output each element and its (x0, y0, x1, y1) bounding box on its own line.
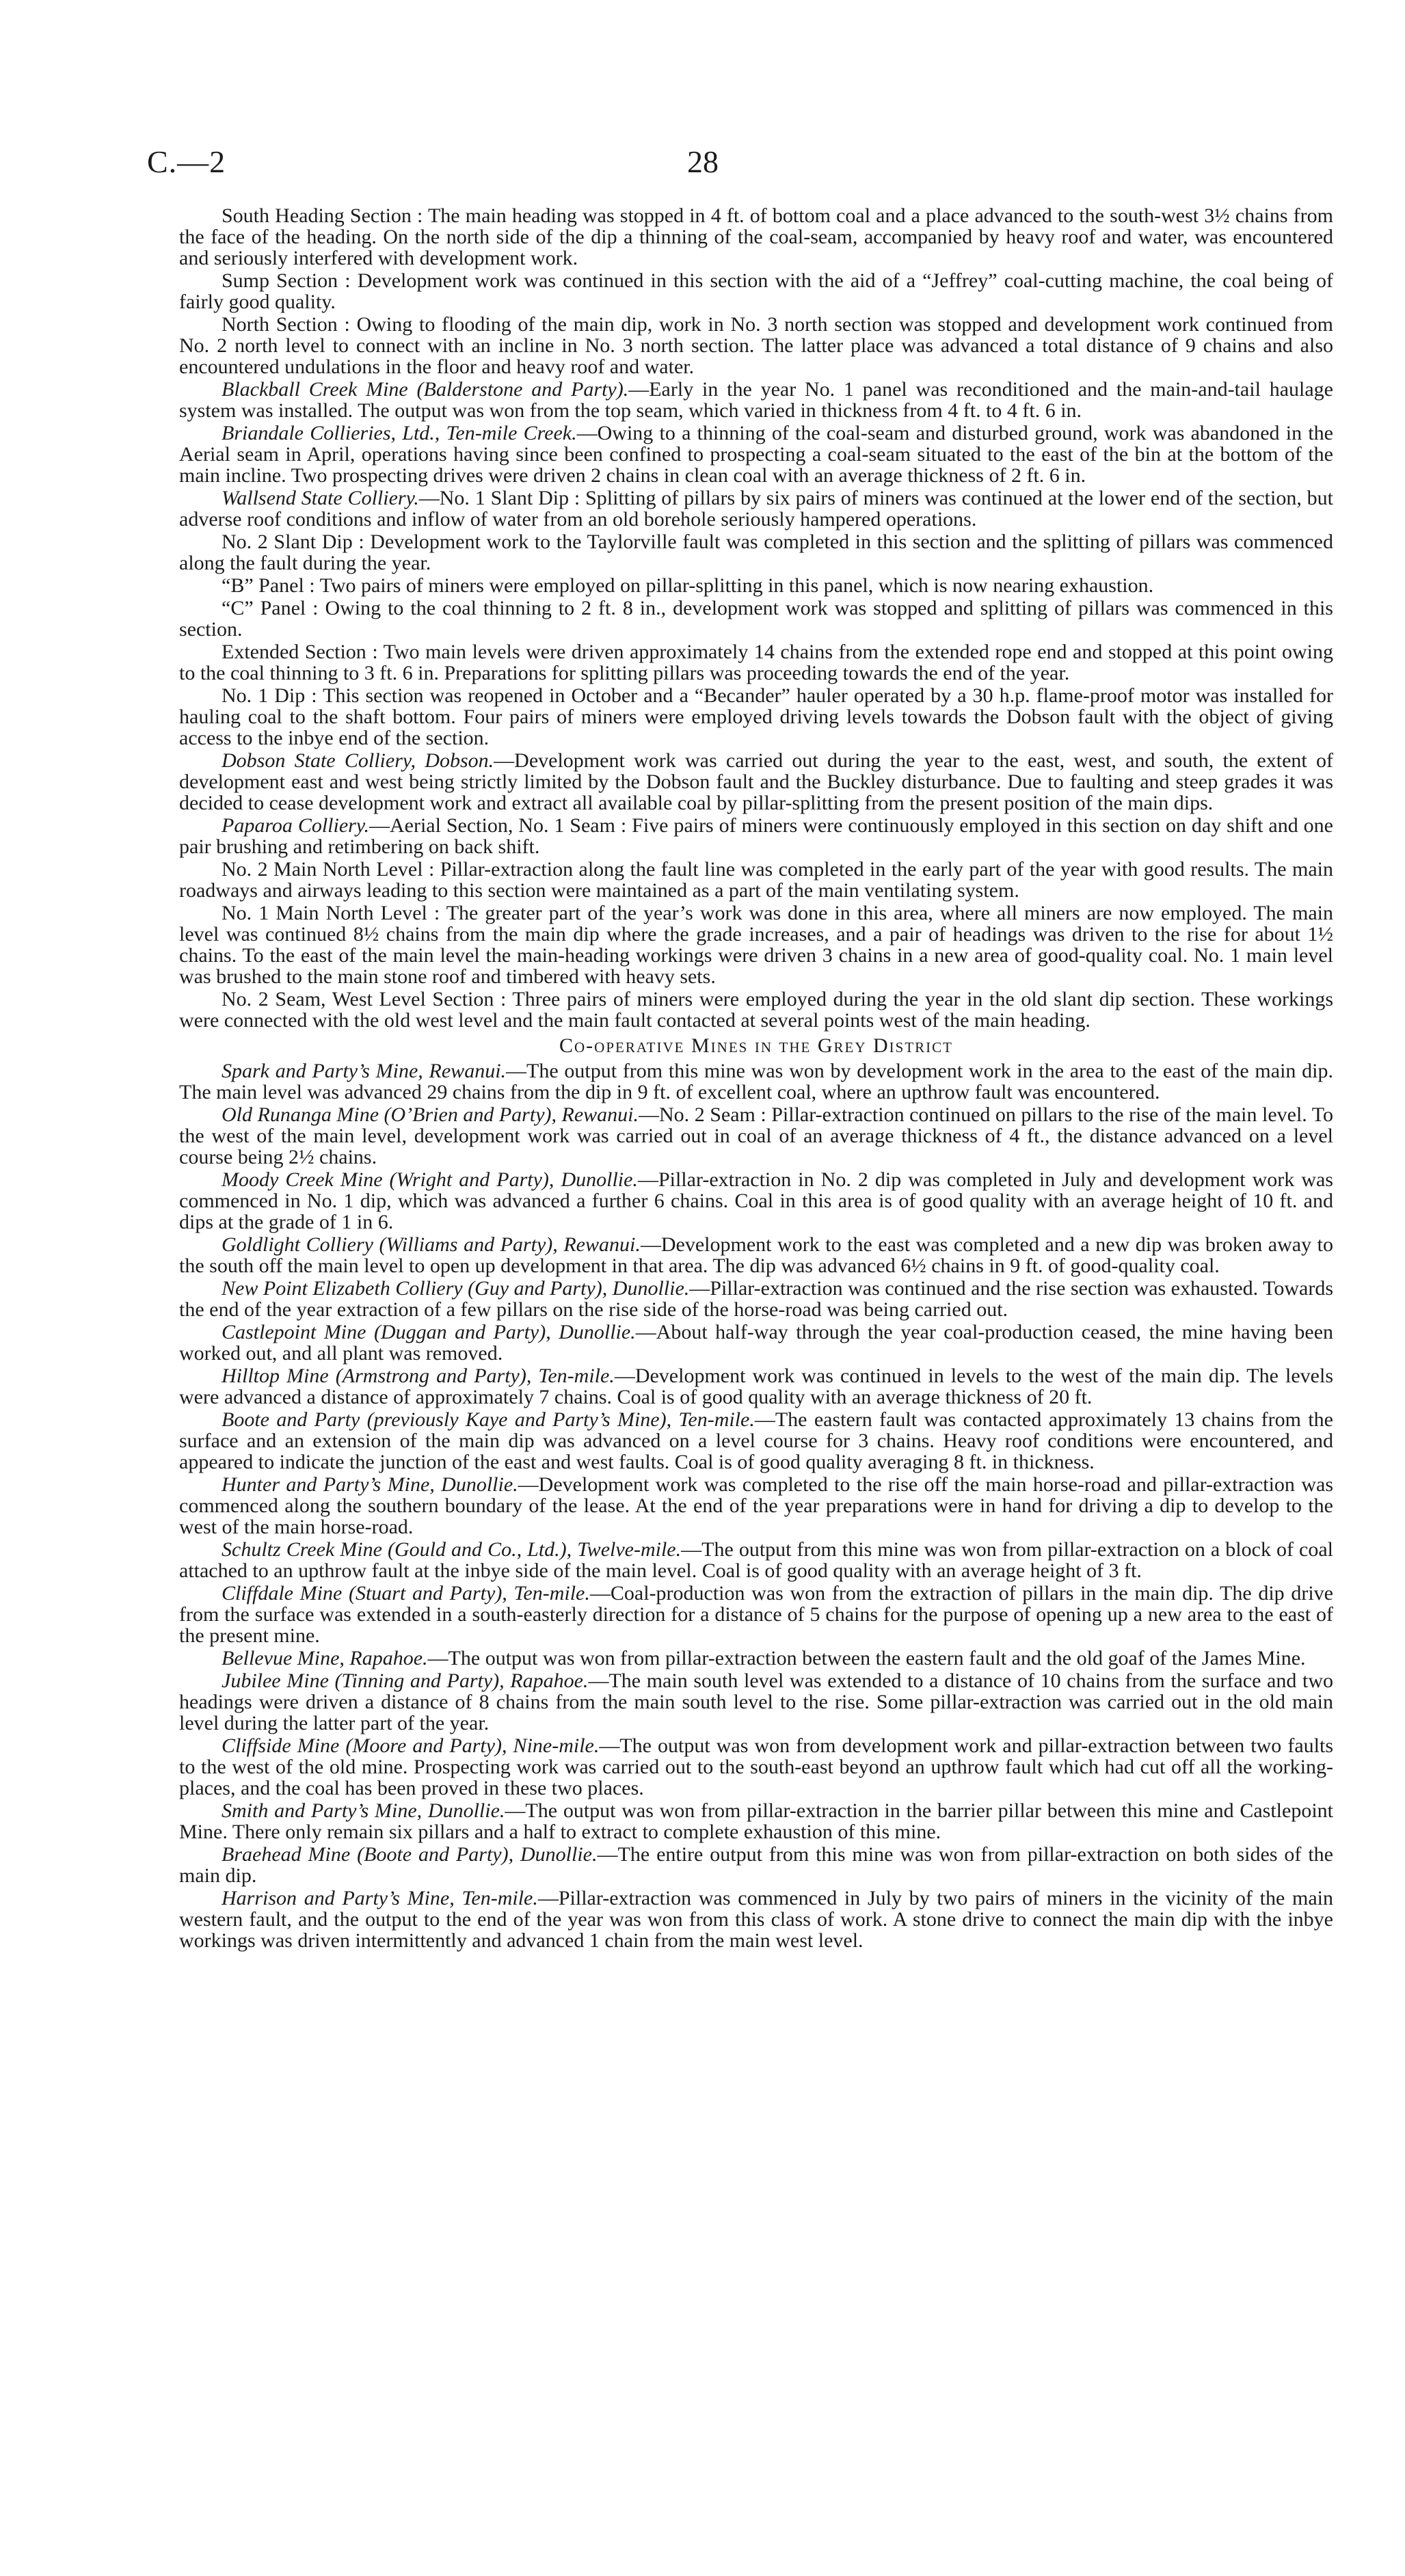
mine-name: Cliffdale Mine (Stuart and Party), Ten-mile. (222, 1582, 590, 1605)
page-number: 28 (687, 144, 719, 179)
paragraph (179, 859, 1333, 901)
paragraph (179, 989, 1333, 1031)
mine-name: Cliffside Mine (Moore and Party), Nine-mile. (222, 1734, 600, 1757)
mine-name: Bellevue Mine, Rapahoe. (222, 1647, 428, 1669)
mine-name: Paparoa Colliery. (222, 814, 369, 837)
mine-name: Moody Creek Mine (Wright and Party), Dunollie. (222, 1168, 638, 1191)
paragraph (179, 1888, 1333, 1951)
paragraph-text: —Coal-production was won from the extraction of pillars in the main dip. The dip drive from the surface was extended in a south-easterly direction for a distance of 5 chains for the purpose of opening up a new area to the east of the present mine. (179, 1582, 1333, 1647)
paragraph-text: —Early in the year No. 1 panel was reconditioned and the main-and-tail haulage system was installed. The output was won from the top seam, which varied in thickness from 4 ft. to 4 ft. 6 in. (179, 378, 1333, 422)
paragraph (179, 1278, 1333, 1320)
paragraph-text: —Aerial Section, No. 1 Seam : Five pairs of miners were continuously employed in this section on day shift and one pair brushing and retimbering on back shift. (179, 814, 1333, 858)
paragraph-text: No. 2 Main North Level : Pillar-extraction along the fault line was completed in the early part of the year with good results. The main roadways and airways leading to this section were maintained as a part of the main ventilating system. (179, 858, 1333, 902)
paragraph (179, 815, 1333, 857)
paragraph-text: —Pillar-extraction in No. 2 dip was completed in July and development work was commenced in No. 1 dip, which was advanced a further 6 chains. Coal in this area is of good quality with an average height of 10 ft. and dips at the grade of 1 in 6. (179, 1168, 1333, 1233)
paragraph-text: —Development work was completed to the rise off the main horse-road and pillar-extraction was commenced along the southern boundary of the lease. At the end of the year preparations were in hand for driving a dip to develop to the west of the main horse-road. (179, 1473, 1333, 1538)
paragraph-text: —Development work was continued in levels to the west of the main dip. The levels were advanced a distance of approximately 7 chains. Coal is of good quality with an average thickness of 20 ft. (179, 1365, 1333, 1408)
paragraph-text: —The entire output from this mine was won from pillar-extraction on both sides of the main dip. (179, 1843, 1334, 1887)
paragraph (179, 422, 1333, 486)
paragraph (179, 1474, 1333, 1538)
paragraph-text: —The output from this mine was won by development work in the area to the east of the main dip. The main level was advanced 29 chains from the dip in 9 ft. of excellent coal, where an upthrow fault was encountered. (179, 1060, 1333, 1103)
mine-name: Boote and Party (previously Kaye and Party’s Mine), Ten-mile. (222, 1408, 755, 1431)
paragraph-text: North Section : Owing to flooding of the main dip, work in No. 3 north section was stopped and development work continued from No. 2 north level to connect with an incline in No. 3 north section. The latter place was advanced a total distance of 9 chains and also encountered undulations in the floor and heavy roof and water. (179, 313, 1333, 378)
paragraph-text: —Pillar-extraction was commenced in July by two pairs of miners in the vicinity of the main western fault, and the output to the end of the year was won from this class of work. A stone drive to connect the main dip with the inbye workings was driven intermittently and advanced 1 chain from the main west level. (179, 1887, 1334, 1952)
paragraph (179, 1321, 1333, 1364)
mine-name: Jubilee Mine (Tinning and Party), Rapahoe. (222, 1669, 589, 1692)
mine-name: Dobson State Colliery, Dobson. (222, 749, 494, 772)
paragraph (179, 598, 1333, 640)
paragraph (179, 1735, 1333, 1799)
paragraph-text: —The output was won from pillar-extraction between the eastern fault and the old goaf of the James Mine. (427, 1647, 1306, 1669)
paragraph-text: —No. 2 Seam : Pillar-extraction continued on pillars to the rise of the main level. To the west of the main level, development work was carried out in coal of an average thickness of 4 ft., the distance advanced on a level course being 2½ chains. (179, 1103, 1333, 1168)
mine-name: Briandale Collieries, Ltd., Ten-mile Creek. (222, 422, 577, 444)
paragraph-text: —About half-way through the year coal-production ceased, the mine having been worked out, and all plant was removed. (179, 1321, 1334, 1365)
paragraph-text: South Heading Section : The main heading was stopped in 4 ft. of bottom coal and a place advanced to the south-west 3½ chains from the face of the heading. On the north side of the dip a thinning of the coal-seam, accompanied by heavy roof and water, was encountered and seriously interfered with development work. (179, 204, 1333, 269)
mine-name: Braehead Mine (Boote and Party), Dunollie. (222, 1843, 598, 1866)
paragraph (179, 205, 1333, 269)
paragraph (179, 1104, 1333, 1168)
mine-name: Harrison and Party’s Mine, Ten-mile. (222, 1887, 538, 1909)
mine-name: Goldlight Colliery (Williams and Party), Rewanui. (222, 1233, 641, 1256)
paragraph-text: No. 1 Main North Level : The greater part of the year’s work was done in this area, where all miners are now employed. The main level was continued 8½ chains from the main dip where the grade increases, and a pair of headings was driven to the rise for about 1½ chains. To the east of the main level the main-heading workings were driven 3 chains in a new area of good-quality coal. No. 1 main level was brushed to the main stone roof and timbered with heavy sets. (179, 902, 1333, 988)
paragraph (179, 531, 1333, 574)
paragraph (179, 1539, 1333, 1581)
paragraph-text: —Owing to a thinning of the coal-seam and disturbed ground, work was abandoned in the Aerial seam in April, operations having since been confined to prospecting a coal-seam situated to the east of the bin at the bottom of the main incline. Two prospecting drives were driven 2 chains in clean coal with an average thickness of 2 ft. 6 in. (179, 422, 1333, 487)
paragraph-text: “C” Panel : Owing to the coal thinning to 2 ft. 8 in., development work was stopped and splitting of pillars was commenced in this section. (179, 597, 1333, 641)
mine-name: Smith and Party’s Mine, Dunollie. (222, 1799, 505, 1822)
paragraph (179, 1234, 1333, 1276)
paragraph-text: “B” Panel : Two pairs of miners were employed on pillar-splitting in this panel, which is now nearing exhaustion. (222, 574, 1154, 597)
paragraph-text: —No. 1 Slant Dip : Splitting of pillars by six pairs of miners was continued at the lower end of the section, but adverse roof conditions and inflow of water from an old borehole seriously hampered operations. (179, 487, 1333, 531)
mine-name: Hilltop Mine (Armstrong and Party), Ten-mile. (222, 1365, 615, 1387)
paragraph-text: No. 1 Dip : This section was reopened in October and a “Becander” hauler operated by a 30 h.p. flame-proof motor was installed for hauling coal to the shaft bottom. Four pairs of miners were employed driving levels towards the Dobson fault with the object of giving access to the inbye end of the section. (179, 684, 1333, 749)
paragraph (179, 1670, 1333, 1734)
mine-name: Blackball Creek Mine (Balderstone and Party). (222, 378, 629, 401)
section-heading: Co-operative Mines in the Grey District (559, 1034, 953, 1057)
paragraph-text: —The main south level was extended to a distance of 10 chains from the surface and two headings were driven a distance of 8 chains from the main south level to the rise. Some pillar-extraction was carried out in the old main level during the latter part of the year. (179, 1669, 1334, 1734)
paragraph-text: —The output was won from pillar-extraction in the barrier pillar between this mine and Castlepoint Mine. There only remain six pillars and a half to extract to complete exhaustion of this mine. (179, 1799, 1333, 1843)
paragraph (179, 750, 1333, 814)
paragraph (179, 641, 1333, 684)
paragraph-text: No. 2 Seam, West Level Section : Three pairs of miners were employed during the year in the old slant dip section. These workings were connected with the old west level and the main fault contacted at several points west of the main heading. (179, 988, 1333, 1032)
paragraph (179, 1365, 1333, 1408)
paragraph (179, 379, 1333, 421)
paragraph-text: —Development work to the east was completed and a new dip was broken away to the south off the main level to open up development in that area. The dip was advanced 6½ chains in 9 ft. of good-quality coal. (179, 1233, 1333, 1277)
paragraph-text: —Development work was carried out during the year to the east, west, and south, the extent of development east and west being strictly limited by the Dobson fault and the Buckley disturbance. Due to faulting and steep grades it was decided to cease development work and extract all available coal by pillar-splitting from the present position of the main dips. (179, 749, 1333, 814)
mine-name: Hunter and Party’s Mine, Dunollie. (222, 1473, 518, 1496)
paragraph (179, 487, 1333, 530)
paragraph-text: —The output was won from development work and pillar-extraction between two faults to the west of the old mine. Prospecting work was carried out to the south-east beyond an upthrow fault which had cut off all the working-places, and the coal has been proved in these two places. (179, 1734, 1333, 1799)
mine-name: New Point Elizabeth Colliery (Guy and Party), Dunollie. (222, 1277, 690, 1300)
mine-name: Spark and Party’s Mine, Rewanui. (222, 1060, 507, 1082)
mine-name: Wallsend State Colliery. (222, 487, 419, 509)
paragraph-text: Extended Section : Two main levels were driven approximately 14 chains from the extended rope end and stopped at this point owing to the coal thinning to 3 ft. 6 in. Preparations for splitting pillars was proceeding towards the end of the year. (179, 641, 1333, 684)
paragraph (179, 685, 1333, 749)
paragraph-text: —The output from this mine was won from pillar-extraction on a block of coal attached to an upthrow fault at the inbye side of the main level. Coal is of good quality with an average height of 3 ft. (179, 1538, 1334, 1582)
paragraph (179, 902, 1333, 987)
paragraph (179, 314, 1333, 377)
paragraph (179, 1648, 1333, 1669)
mine-name: Castlepoint Mine (Duggan and Party), Dunollie. (222, 1321, 636, 1343)
paragraph (179, 1060, 1333, 1103)
document-body (179, 205, 1333, 1953)
paragraph-text: Sump Section : Development work was continued in this section with the aid of a “Jeffrey” coal-cutting machine, the coal being of fairly good quality. (179, 269, 1333, 313)
document-code: C.—2 (147, 144, 226, 179)
paragraph (179, 1800, 1333, 1842)
paragraph-text: No. 2 Slant Dip : Development work to the Taylorville fault was completed in this section and the splitting of pillars was commenced along the fault during the year. (179, 531, 1333, 574)
paragraph-text: —Pillar-extraction was continued and the rise section was exhausted. Towards the end of the year extraction of a few pillars on the rise side of the horse-road was being carried out. (179, 1277, 1333, 1321)
paragraph (179, 270, 1333, 312)
mine-name: Old Runanga Mine (O’Brien and Party), Rewanui. (222, 1103, 639, 1126)
paragraph (179, 1844, 1333, 1886)
mine-name: Schultz Creek Mine (Gould and Co., Ltd.), Twelve-mile. (222, 1538, 682, 1561)
paragraph (179, 1169, 1333, 1233)
paragraph-text: —The eastern fault was contacted approximately 13 chains from the surface and an extension of the main dip was advanced on a level course for 3 chains. Heavy roof conditions were encountered, and appeared to indicate the junction of the east and west faults. Coal is of good quality averaging 8 ft. in thickness. (179, 1408, 1333, 1473)
paragraph (179, 1409, 1333, 1473)
paragraph (179, 575, 1333, 596)
paragraph (179, 1583, 1333, 1646)
